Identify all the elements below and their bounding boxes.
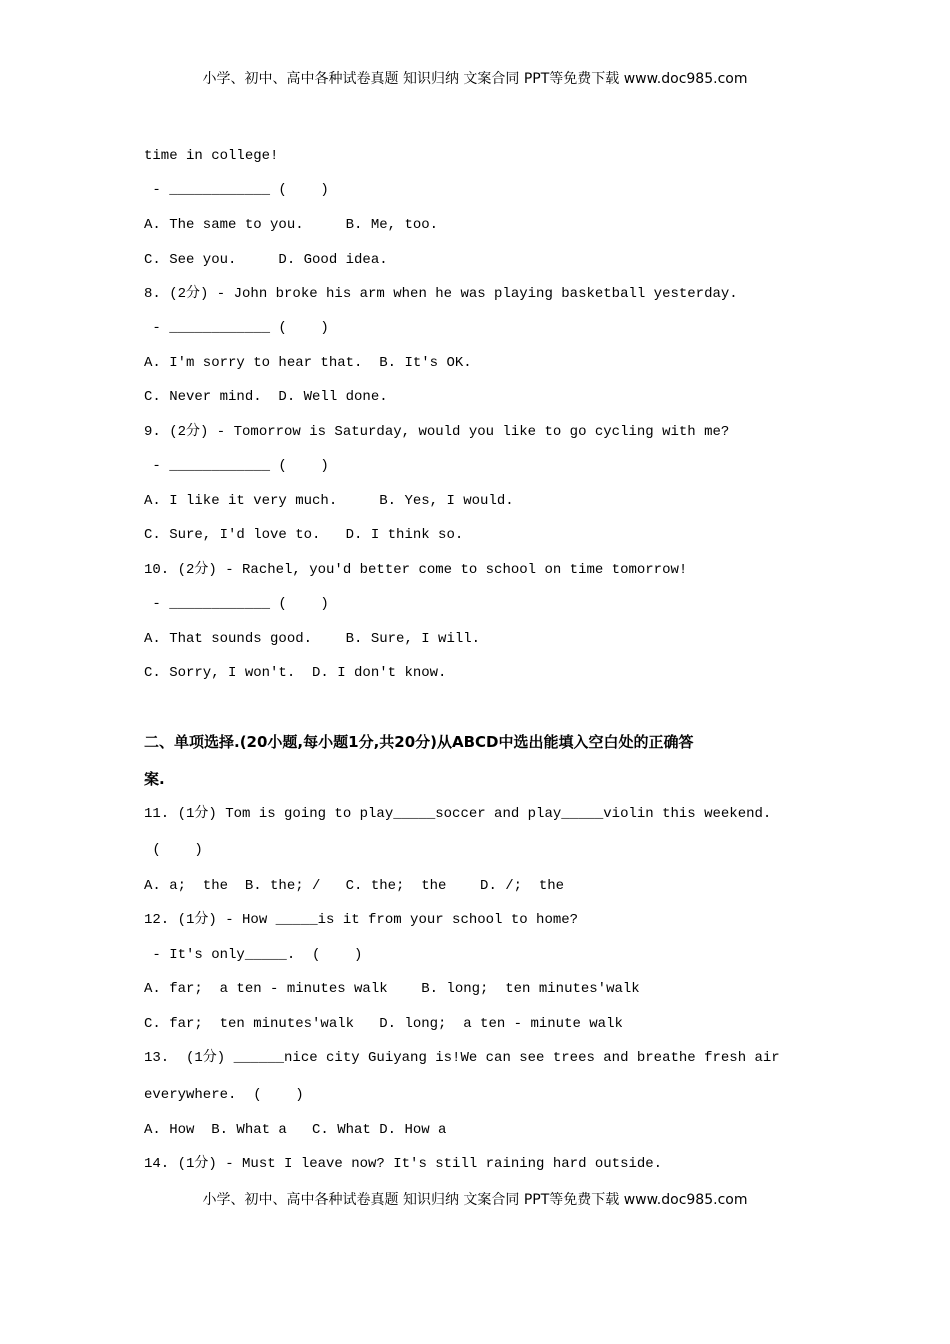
option-line: A. How B. What a C. What D. How a [144,1122,447,1138]
option-line: C. Never mind. D. Well done. [144,389,388,405]
option-line: C. Sure, I'd love to. D. I think so. [144,527,464,543]
option-line: C. See you. D. Good idea. [144,252,388,268]
option-line: A. I like it very much. B. Yes, I would. [144,493,514,509]
question-14: 14. (1分) - Must I leave now? It's still raining hard outside. [144,1156,663,1172]
option-line: C. Sorry, I won't. D. I don't know. [144,665,447,681]
option-line: A. I'm sorry to hear that. B. It's OK. [144,355,472,371]
option-line: A. That sounds good. B. Sure, I will. [144,631,481,647]
question-13: 13. (1分) ______nice city Guiyang is!We can see trees and breathe fresh air [144,1050,780,1066]
text-line: time in college! [144,148,279,164]
question-10: 10. (2分) - Rachel, you'd better come to school on time tomorrow! [144,562,688,578]
question-12: 12. (1分) - How _____is it from your school to home? [144,912,579,928]
answer-paren: ( ) [144,842,203,858]
option-line: A. a; the B. the; / C. the; the D. /; the [144,878,565,894]
answer-blank-line: - ____________ ( ) [144,458,329,474]
page-header: 小学、初中、高中各种试卷真题 知识归纳 文案合同 PPT等免费下载 www.doc985.com [202,71,748,87]
question-9: 9. (2分) - Tomorrow is Saturday, would you like to go cycling with me? [144,424,730,440]
answer-blank-line: - ____________ ( ) [144,596,329,612]
answer-blank-line: - ____________ ( ) [144,320,329,336]
option-line: A. far; a ten - minutes walk B. long; ten minutes'walk [144,981,640,997]
section-title-cont: 案. [144,770,165,788]
answer-blank-line: - ____________ ( ) [144,182,329,198]
text-line: everywhere. ( ) [144,1087,304,1103]
option-line: C. far; ten minutes'walk D. long; a ten - minute walk [144,1016,623,1032]
section-title: 二、单项选择.(20小题,每小题1分,共20分)从ABCD中选出能填入空白处的正确答 [144,733,694,751]
text-line: - It's only_____. ( ) [144,947,363,963]
page-footer: 小学、初中、高中各种试卷真题 知识归纳 文案合同 PPT等免费下载 www.doc985.com [202,1192,748,1208]
question-11: 11. (1分) Tom is going to play_____soccer and play_____violin this weekend. [144,806,772,822]
question-8: 8. (2分) - John broke his arm when he was playing basketball yesterday. [144,286,738,302]
option-line: A. The same to you. B. Me, too. [144,217,439,233]
